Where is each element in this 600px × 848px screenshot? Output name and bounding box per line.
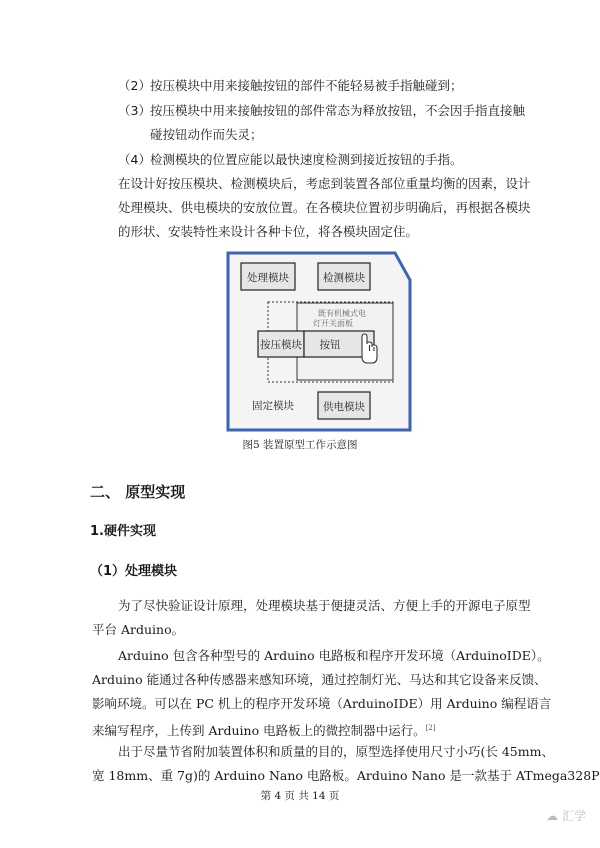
watermark-text: 汇学	[561, 809, 586, 823]
paragraph-3-line-3: 影响环境。可以在 PC 机上的程序开发环境（ArduinoIDE）用 Arduino 编程语言	[92, 696, 552, 711]
paragraph-2-line-2: 平台 Arduino。	[92, 622, 185, 637]
paragraph-1-line-3: 的形状、安装特性来设计各种卡位，将各模块固定住。	[118, 224, 419, 239]
button-label: 按钮	[319, 339, 341, 351]
paragraph-2-line-1: 为了尽快验证设计原理，处理模块基于便捷灵活、方便上手的开源电子原型	[118, 598, 531, 613]
device-prototype-diagram	[220, 245, 415, 435]
list-item-4-text: 检测模块的位置应能以最快速度检测到接近按钮的手指。	[150, 152, 463, 167]
list-item-3-text-2: 碰按钮动作而失灵；	[150, 127, 263, 142]
switch-panel-label-line-2: 灯开关面板	[313, 319, 353, 328]
paragraph-3-line-2: Arduino 能通过各种传感器来感知环境，通过控制灯光、马达和其它设备来反馈、	[92, 672, 547, 687]
press-module-label: 按压模块	[260, 339, 302, 351]
paragraph-3-line-1: Arduino 包含各种型号的 Arduino 电路板和程序开发环境（ArduinoIDE）。	[118, 648, 550, 663]
power-module-label: 供电模块	[323, 401, 365, 413]
watermark	[546, 807, 586, 824]
paragraph-1-line-1: 在设计好按压模块、检测模块后，考虑到装置各部位重量均衡的因素，设计	[118, 176, 531, 191]
switch-panel-label-line-1: 既有机械式电	[318, 309, 366, 318]
processing-module-label: 处理模块	[247, 272, 289, 284]
fixing-module-label: 固定模块	[252, 400, 294, 412]
list-number-3: （3）	[118, 103, 151, 118]
paragraph-1-line-2: 处理模块、供电模块的安放位置。在各模块位置初步明确后，再根据各模块	[118, 200, 531, 215]
paragraph-3-line-4-text: 来编写程序，上传到 Arduino 电路板上的微控制器中运行。	[92, 723, 426, 739]
figure-caption: 图5 装置原型工作示意图	[242, 439, 358, 451]
page-number-footer: 第 4 页 共 14 页	[260, 790, 340, 802]
subsection-title: 1.硬件实现	[90, 524, 156, 539]
detection-module-label: 检测模块	[323, 272, 365, 284]
paragraph-3-line-4	[92, 719, 436, 740]
list-item-2-text: 按压模块中用来接触按钮的部件不能轻易被手指触碰到；	[150, 78, 463, 93]
list-item-3-text-1: 按压模块中用来接触按钮的部件常态为释放按钮，不会因手指直接触	[150, 103, 526, 118]
chat-bubble-icon: ☁	[546, 809, 559, 823]
list-number-4: （4）	[118, 152, 151, 167]
paragraph-4-line-2: 宽 18mm、重 7g)的 Arduino Nano 电路板。Arduino Nano 是一款基于 ATmega328P	[92, 768, 600, 783]
section-title: 二、 原型实现	[90, 483, 186, 501]
paragraph-4-line-1: 出于尽量节省附加装置体积和质量的目的，原型选择使用尺寸小巧(长 45mm、	[118, 744, 554, 759]
citation-ref: [2]	[425, 724, 436, 732]
list-number-2: （2）	[118, 78, 151, 93]
subsubsection-title: （1）处理模块	[90, 564, 178, 579]
